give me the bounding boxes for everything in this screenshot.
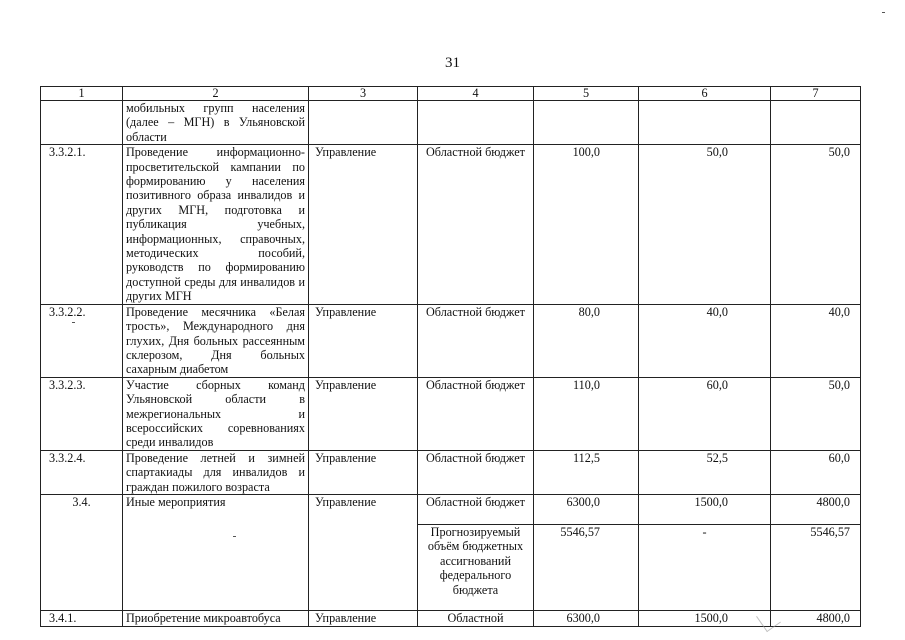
cell-value-7: 4800,0	[771, 610, 861, 626]
scan-speck	[233, 536, 236, 537]
cell-executor: Управление	[309, 450, 418, 494]
cell-value-7: 60,0	[771, 450, 861, 494]
cell-value-6: 60,0	[639, 377, 771, 450]
table-row	[41, 304, 861, 377]
cell-executor: Управление	[309, 377, 418, 450]
cell-number: 3.4.	[41, 494, 123, 610]
cell-executor: Управление	[309, 610, 418, 626]
header-col-7: 7	[771, 87, 861, 101]
header-row	[41, 87, 861, 101]
cell-name: Иные мероприятия	[123, 494, 309, 610]
cell-source: Прогнозируемый объём бюджетных ассигнований федерального бюджета	[418, 524, 534, 610]
cell-value-5: 80,0	[534, 304, 639, 377]
cell-name: Проведение информационно-просветительской кампании по формированию у населения позитивного образа инвалидов и других МГН, подготовка и публикация учебных, информационных, справочных, методических пособий, руководств по формированию доступной среды для инвалидов и других МГН	[123, 145, 309, 304]
header-col-6: 6	[639, 87, 771, 101]
cell-value-7: 5546,57	[771, 524, 861, 610]
header-col-2: 2	[123, 87, 309, 101]
cell-value-6	[639, 101, 771, 145]
table-row	[41, 145, 861, 304]
cell-number: 3.3.2.4.	[41, 450, 123, 494]
cell-number: 3.3.2.2.	[41, 304, 123, 377]
cell-value-5: 5546,57	[534, 524, 639, 610]
cell-value-6: 40,0	[639, 304, 771, 377]
cell-source: Областной бюджет	[418, 304, 534, 377]
scan-speck	[882, 12, 885, 13]
cell-name: Приобретение микроавтобуса	[123, 610, 309, 626]
table-row	[41, 494, 861, 524]
header-col-3: 3	[309, 87, 418, 101]
cell-value-7: 4800,0	[771, 494, 861, 524]
cell-source: Областной	[418, 610, 534, 626]
cell-executor: Управление	[309, 494, 418, 610]
table-row	[41, 377, 861, 450]
cell-value-5: 100,0	[534, 145, 639, 304]
cell-name: Проведение месячника «Белая трость», Международного дня глухих, Дня больных рассеянным склерозом, Дня больных сахарным диабетом	[123, 304, 309, 377]
header-col-5: 5	[534, 87, 639, 101]
table-row	[41, 101, 861, 145]
cell-value-5: 6300,0	[534, 610, 639, 626]
cell-value-6: 52,5	[639, 450, 771, 494]
cell-number: 3.3.2.3.	[41, 377, 123, 450]
table-row	[41, 610, 861, 626]
cell-value-7	[771, 101, 861, 145]
cell-value-7: 40,0	[771, 304, 861, 377]
cell-source: Областной бюджет	[418, 494, 534, 524]
cell-value-6: -	[639, 524, 771, 610]
page-number: 31	[445, 55, 460, 71]
cell-name: мобильных групп населения (далее – МГН) в Ульяновской области	[123, 101, 309, 145]
cell-value-5: 112,5	[534, 450, 639, 494]
cell-value-5: 110,0	[534, 377, 639, 450]
cell-value-6: 50,0	[639, 145, 771, 304]
cell-executor: Управление	[309, 304, 418, 377]
cell-source: Областной бюджет	[418, 145, 534, 304]
cell-value-7: 50,0	[771, 377, 861, 450]
cell-source: Областной бюджет	[418, 450, 534, 494]
cell-value-5: 6300,0	[534, 494, 639, 524]
cell-name: Проведение летней и зимней спартакиады для инвалидов и граждан пожилого возраста	[123, 450, 309, 494]
cell-value-6: 1500,0	[639, 494, 771, 524]
cell-value-6: 1500,0	[639, 610, 771, 626]
cell-number: 3.4.1.	[41, 610, 123, 626]
cell-number: 3.3.2.1.	[41, 145, 123, 304]
header-col-4: 4	[418, 87, 534, 101]
cell-number	[41, 101, 123, 145]
cell-source	[418, 101, 534, 145]
table-row	[41, 450, 861, 494]
scan-speck	[72, 322, 75, 323]
cell-executor	[309, 101, 418, 145]
cell-value-7: 50,0	[771, 145, 861, 304]
cell-name: Участие сборных команд Ульяновской области в межрегиональных и всероссийских соревнованиях среди инвалидов	[123, 377, 309, 450]
header-col-1: 1	[41, 87, 123, 101]
cell-source: Областной бюджет	[418, 377, 534, 450]
cell-value-5	[534, 101, 639, 145]
budget-table	[40, 86, 861, 627]
cell-executor: Управление	[309, 145, 418, 304]
